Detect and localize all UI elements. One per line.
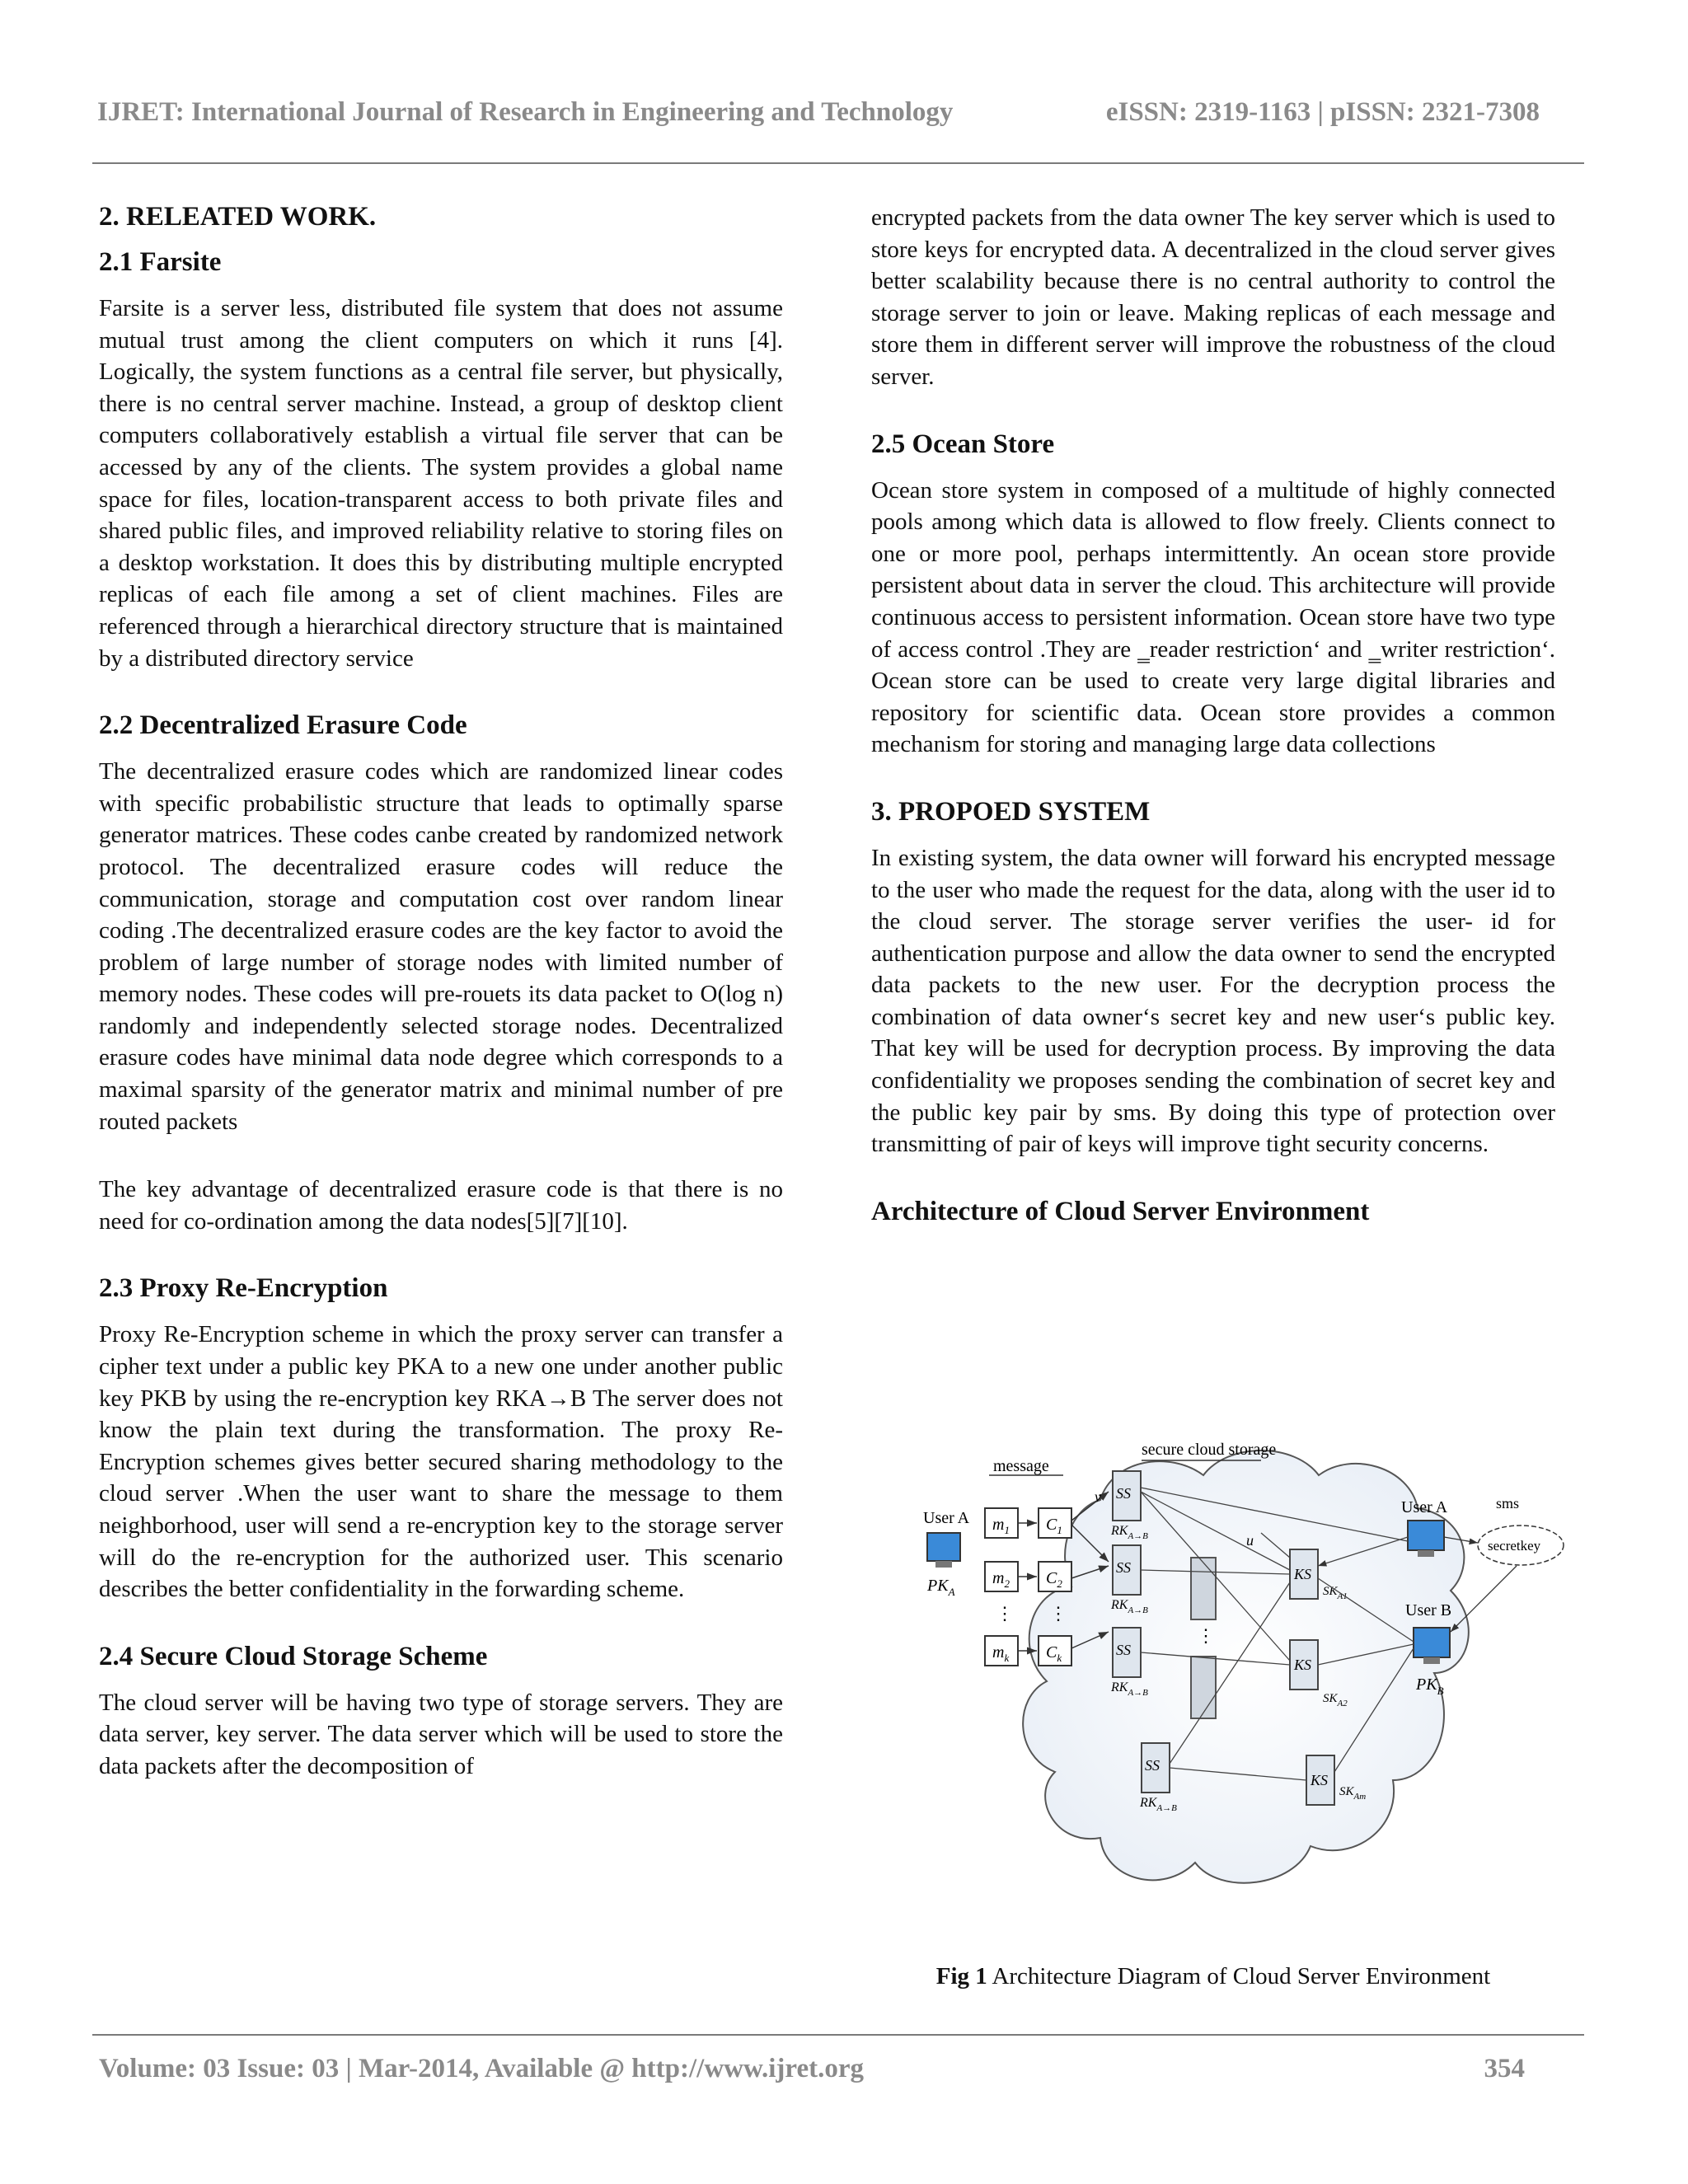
left-column — [99, 202, 783, 1783]
section-2-3-title: 2.3 Proxy Re-Encryption — [99, 1273, 388, 1304]
svg-text:KS: KS — [1311, 1772, 1329, 1788]
section-2-5-text: Ocean store system in composed of a multitude of highly connected pools among which data is allowed to flow freely. Clients connect to one or more pool, perhaps intermittently. An ocean store provide persistent about data in server the cloud. This architecture will provide continuous access to persistent information. Ocean store have two type of access control .They are ‗reader restriction‘ and ‗writer restriction‘. Ocean store can be used to create very large digital libraries and repository for scientific data. Ocean store provides a common mechanism for storing and managing large data collections — [871, 476, 1555, 758]
pk-b-label: $PK_B$ — [1416, 1675, 1444, 1697]
architecture-diagram — [907, 1426, 1582, 1937]
section-2-4-continued: encrypted packets from the data owner The key server which is used to store keys for encrypted data. A decentralized in the cloud server gives better scalability because there is no central authority to control the storage server to join or leave. Making replicas of each message and store them in different server will improve the robustness of the cloud server. — [871, 204, 1555, 390]
architecture-title: Architecture of Cloud Server Environment — [871, 1196, 1370, 1226]
svg-text:KS: KS — [1294, 1566, 1312, 1582]
c1-label: $C_1$ — [1046, 1516, 1062, 1536]
svg-text:RKA→B: $RK_{A\to B}$ — [1140, 1796, 1177, 1813]
header-rule — [92, 162, 1584, 164]
svg-text:KS: KS — [1294, 1657, 1312, 1673]
figure-label: Fig 1 — [935, 1963, 987, 1990]
svg-text:RKA→B: $RK_{A\to B}$ — [1111, 1680, 1148, 1698]
footer-rule — [92, 2034, 1584, 2036]
m-dots: ⋮ — [996, 1603, 1014, 1624]
section-3-text: In existing system, the data owner will forward his encrypted message to the user who made the request for the data, along with the user id to the cloud server. The storage server verifies the user- id for authentication purpose and allow the data owner to send the encrypted data packets to the new user. For the decryption process the combination of data owner‘s secret key and new user‘s public key. That key will be used for decryption process. By improving the data confidentiality we proposes sending the combination of secret key and the public key pair by sms. By doing this type of protection over transmitting of pair of keys will improve tight security concerns. — [871, 844, 1555, 1158]
m1-label: $m_1$ — [992, 1516, 1010, 1536]
svg-text:SS: SS — [1116, 1485, 1131, 1502]
svg-text:SS: SS — [1145, 1757, 1160, 1774]
section-2-5-title: 2.5 Ocean Store — [871, 429, 1055, 459]
message-label: message — [993, 1457, 1049, 1475]
c-dots: ⋮ — [1049, 1603, 1067, 1624]
u-label: u — [1246, 1532, 1254, 1549]
storage-server-mid-1 — [1191, 1558, 1216, 1619]
footer-volume: Volume: 03 Issue: 03 | Mar-2014, Available @ http://www.ijret.org — [99, 2054, 864, 2083]
message-boxes — [985, 1508, 1071, 1666]
secret-key-label: secretkey — [1488, 1538, 1541, 1554]
svg-text:RKA→B: $RK_{A\to B}$ — [1111, 1524, 1148, 1541]
ck-label: $C_k$ — [1046, 1643, 1062, 1664]
issn-header: eISSN: 2319-1163 | pISSN: 2321-7308 — [1105, 97, 1540, 127]
svg-text:SS: SS — [1116, 1642, 1131, 1658]
section-2-2-text-2: The key advantage of decentralized erasure code is that there is no need for co-ordination among the data nodes[5][7][10]. — [99, 1176, 783, 1235]
pk-a-label: $PK_A$ — [927, 1577, 955, 1598]
cloud-label: secure cloud storage — [1142, 1441, 1277, 1459]
user-a-left-label: User A — [923, 1509, 970, 1527]
right-column — [871, 202, 1555, 1242]
section-2-3-text: Proxy Re-Encryption scheme in which the proxy server can transfer a cipher text under a public key PKA to a new one under another public key PKB by using the re-encryption key RKA→B The server does not know the plain text during the transformation. The proxy Re- Encryption schemes gives better secured sharing methodology to the cloud server .When the user want to share the message to them neighborhood, user will send a re-encryption key to the storage server will do the re-encryption for the authorized user. This scenario describes the better confidentiality in the forwarding scheme. — [99, 1321, 783, 1603]
user-b-label: User B — [1405, 1601, 1452, 1619]
figure-caption-text: Architecture Diagram of Cloud Server Environment — [992, 1963, 1491, 1990]
mk-label: $m_k$ — [992, 1643, 1010, 1664]
section-3-title: 3. PROPOED SYSTEM — [871, 796, 1151, 827]
c2-label: $C_2$ — [1046, 1569, 1062, 1590]
section-2-2-title: 2.2 Decentralized Erasure Code — [99, 710, 467, 741]
section-2-1-text: Farsite is a server less, distributed file system that does not assume mutual trust among the client computers on which it runs [4]. Logically, the system functions as a central file server, but physically, there is no central server machine. Instead, a group of desktop client computers collaboratively establish a virtual file server that can be accessed by any of the clients. The system provides a global name space for files, location-transparent access to both private files and shared public files, and improved reliability relative to storing files on a desktop workstation. It does this by distributing multiple encrypted replicas of each file among a set of client machines. Files are referenced through a hierarchical directory structure that is maintained by a distributed directory service — [99, 295, 783, 672]
section-2-4-title: 2.4 Secure Cloud Storage Scheme — [99, 1641, 488, 1671]
v-label: v — [1095, 1488, 1101, 1505]
user-a-computer-icon — [927, 1533, 960, 1568]
journal-header: IJRET: International Journal of Research in Engineering and Technology — [97, 97, 954, 127]
svg-text:SKA1: $SK_{A1}$ — [1323, 1585, 1348, 1601]
sms-label: sms — [1496, 1495, 1520, 1511]
svg-text:RKA→B: $RK_{A\to B}$ — [1111, 1598, 1148, 1615]
page-number: 354 — [1484, 2054, 1525, 2083]
ss-dots: ⋮ — [1197, 1625, 1215, 1646]
svg-text:SS: SS — [1116, 1559, 1131, 1576]
svg-text:SKAm: $SK_{Am}$ — [1339, 1785, 1367, 1802]
storage-server-mid-2 — [1191, 1657, 1216, 1718]
section-2-title: 2. RELEATED WORK. — [99, 202, 377, 232]
m2-label: $m_2$ — [992, 1569, 1010, 1590]
figure-caption — [871, 1963, 1555, 1990]
svg-text:SKA2: $SK_{A2}$ — [1323, 1692, 1348, 1708]
section-2-1-title: 2.1 Farsite — [99, 247, 222, 277]
user-a-right-label: User A — [1401, 1498, 1448, 1516]
architecture-figure — [907, 1426, 1582, 1937]
section-2-2-text-1: The decentralized erasure codes which are randomized linear codes with specific probabilistic structure that leads to optimally sparse generator matrices. These codes canbe created by randomized network protocol. The decentralized erasure codes will reduce the communication, storage and computation cost over random linear coding .The decentralized erasure codes are the key factor to avoid the problem of large number of storage nodes with limited number of memory nodes. These codes will pre-rouets its data packet to O(log n) randomly and independently selected storage nodes. Decentralized erasure codes have minimal data node degree which corresponds to a maximal sparsity of the generator matrix and minimal number of pre routed packets — [99, 758, 783, 1135]
section-2-4-text: The cloud server will be having two type of storage servers. They are data server, key server. The data server which will be used to store the data packets after the decomposition of — [99, 1689, 783, 1779]
